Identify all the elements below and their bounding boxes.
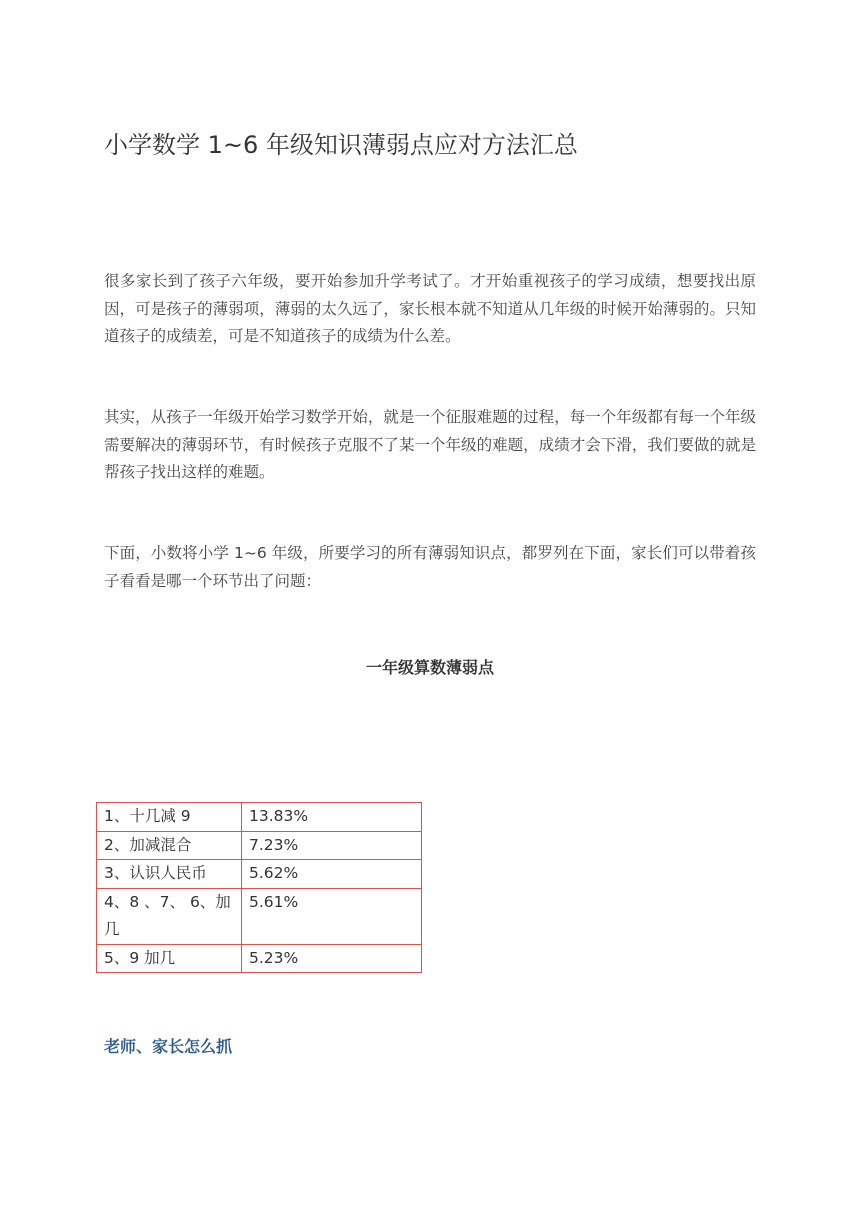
table-cell-rate: 5.62% (242, 860, 422, 889)
explanation-paragraph: 其实，从孩子一年级开始学习数学开始，就是一个征服难题的过程，每一个年级都有每一个年级需要解决的薄弱环节，有时候孩子克服不了某一个年级的难题，成绩才会下滑，我们要做的就是帮孩子找出这样的难题。 (104, 408, 756, 481)
page-title: 小学数学 1~6 年级知识薄弱点应对方法汇总 (104, 131, 578, 159)
table-cell-item: 1、十几减 9 (97, 803, 242, 832)
table-cell-rate: 5.23% (242, 944, 422, 973)
table-cell-item: 4、8 、7、 6、加几 (97, 888, 242, 944)
list-intro-paragraph: 下面，小数将小学 1~6 年级，所要学习的所有薄弱知识点，都罗列在下面，家长们可以带着孩子看看是哪一个环节出了问题： (104, 544, 756, 590)
weak-points-table (96, 802, 422, 973)
intro-paragraph: 很多家长到了孩子六年级，要开始参加升学考试了。才开始重视孩子的学习成绩，想要找出原因，可是孩子的薄弱项，薄弱的太久远了，家长根本就不知道从几年级的时候开始薄弱的。只知道孩子的成绩差，可是不知道孩子的成绩为什么差。 (104, 272, 756, 345)
table-cell-item: 3、认识人民币 (97, 860, 242, 889)
table-row (97, 831, 422, 860)
table-row (97, 803, 422, 832)
table-cell-item: 5、9 加几 (97, 944, 242, 973)
section-heading: 一年级算数薄弱点 (365, 658, 494, 677)
subheading-teacher-parent: 老师、家长怎么抓 (104, 1037, 233, 1056)
table-row (97, 888, 422, 944)
table-cell-rate: 13.83% (242, 803, 422, 832)
table-row (97, 860, 422, 889)
table-cell-item: 2、加减混合 (97, 831, 242, 860)
table-row (97, 944, 422, 973)
table-cell-rate: 5.61% (242, 888, 422, 944)
table-cell-rate: 7.23% (242, 831, 422, 860)
